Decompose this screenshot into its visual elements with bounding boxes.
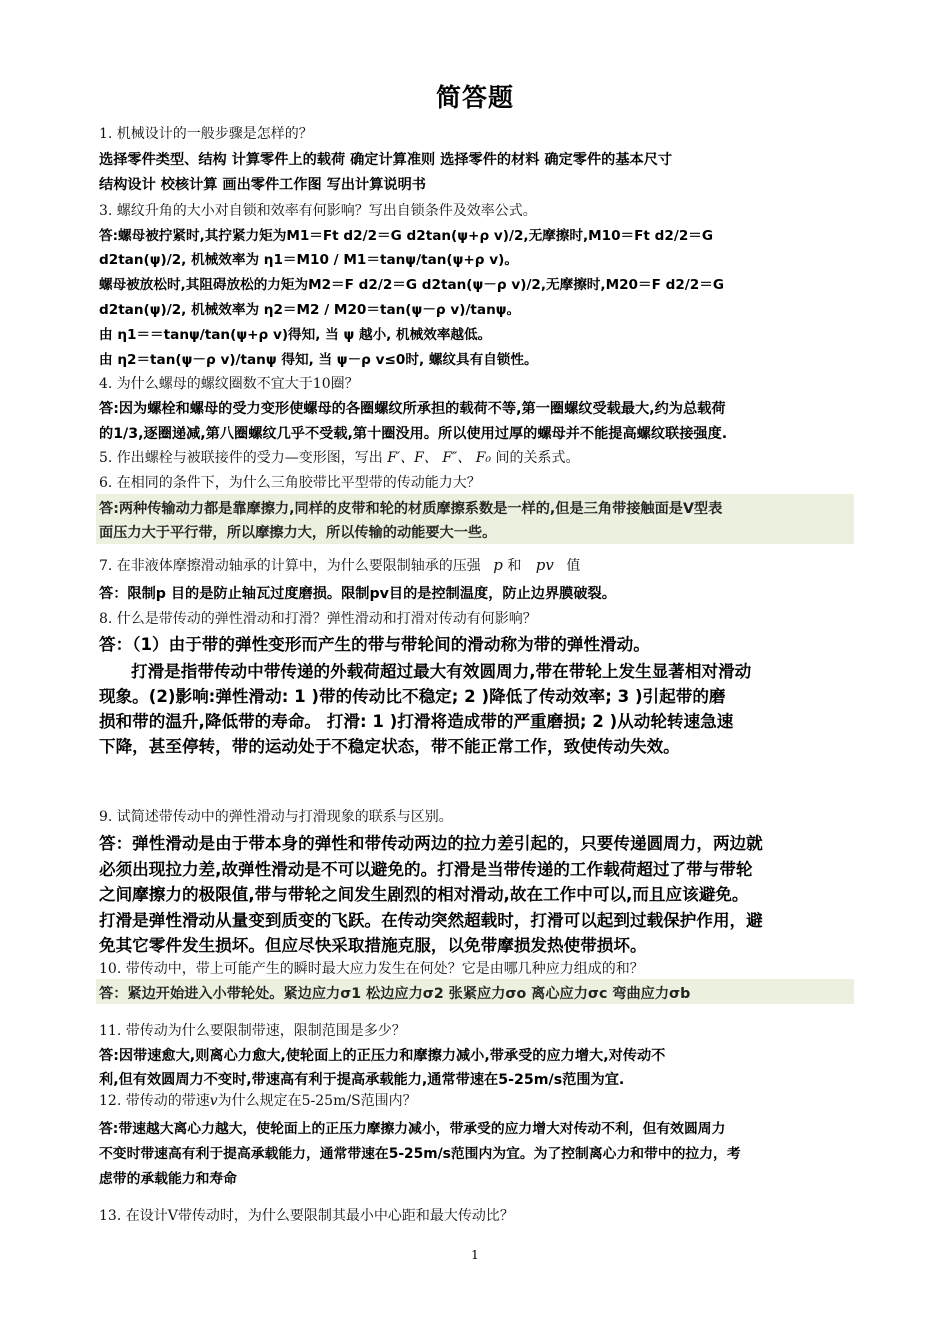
answer-3-line-5: 由 η1＝＝tanψ/tan(ψ+ρ v)得知, 当 ψ 越小, 机械效率越低。 (99, 327, 492, 343)
question-10: 10. 带传动中，带上可能产生的瞬时最大应力发生在何处？它是由哪几种应力组成的和？ (99, 961, 644, 977)
answer-8-line-5: 下降，甚至停转，带的运动处于不稳定状态，带不能正常工作，致使传动失效。 (99, 737, 680, 756)
answer-9-line-4: 打滑是弹性滑动从量变到质变的飞跃。在传动突然超载时，打滑可以起到过载保护作用，避 (99, 911, 763, 930)
force-symbols: F′、F、 F″、 F₀ (387, 450, 492, 466)
velocity-symbol: v (209, 1093, 218, 1109)
answer-3-line-1: 答:螺母被拧紧时,其拧紧力矩为M1＝Ft d2/2＝G d2tan(ψ+ρ v)/2,无摩擦时,M10＝Ft d2/2＝G (99, 228, 714, 244)
question-8: 8. 什么是带传动的弹性滑动和打滑？弹性滑动和打滑对传动有何影响？ (99, 611, 537, 627)
question-1: 1. 机械设计的一般步骤是怎样的？ (99, 126, 313, 142)
answer-9-line-3: 之间摩擦力的极限值,带与带轮之间发生剧烈的相对滑动,故在工作中可以,而且应该避免。 (99, 885, 749, 904)
answer-12-line-3: 虑带的承载能力和寿命 (99, 1171, 237, 1187)
question-7-tail: 值 (566, 558, 581, 574)
answer-8-line-1: 答：（1）由于带的弹性变形而产生的带与带轮间的滑动称为带的弹性滑动。 (99, 635, 650, 654)
answer-12-line-1: 答:带速越大离心力越大，使轮面上的正压力摩擦力减小，带承受的应力增大对传动不利，但有效圆周力 (99, 1121, 726, 1137)
answer-9-line-2: 必须出现拉力差,故弹性滑动是不可以避免的。打滑是当带传递的工作载荷超过了带与带轮 (99, 860, 753, 879)
question-13: 13. 在设计V带传动时，为什么要限制其最小中心距和最大传动比？ (99, 1208, 514, 1224)
question-4: 4. 为什么螺母的螺纹圈数不宜大于10圈？ (99, 376, 359, 392)
question-5-text: 5. 作出螺栓与被联接件的受力—变形图，写出 (99, 450, 383, 466)
answer-7: 答：限制p 目的是防止轴瓦过度磨损。限制pv目的是控制温度，防止边界膜破裂。 (99, 586, 616, 602)
question-12-tail: 为什么规定在5-25m/S范围内？ (217, 1093, 417, 1109)
question-12 (99, 1090, 417, 1110)
answer-8-line-3: 现象。(2)影响:弹性滑动: 1 )带的传动比不稳定; 2 )降低了传动效率; 3 )引起带的磨 (99, 687, 726, 706)
answer-9-line-5: 免其它零件发生损坏。但应尽快采取措施克服，以免带摩损发热使带损坏。 (99, 936, 647, 955)
pv-symbol: pv (535, 556, 554, 574)
question-5-tail: 间的关系式。 (495, 450, 580, 466)
answer-3-line-6: 由 η2＝tan(ψ－ρ v)/tanψ 得知, 当 ψ－ρ v≤0时, 螺纹具有自锁性。 (99, 352, 538, 368)
question-7 (99, 555, 580, 575)
answer-4-line-1: 答:因为螺栓和螺母的受力变形使螺母的各圈螺纹所承担的载荷不等,第一圈螺纹受载最大,约为总载荷 (99, 401, 726, 417)
question-12-text: 12. 带传动的带速 (99, 1093, 210, 1109)
answer-8-line-2: 打滑是指带传动中带传递的外载荷超过最大有效圆周力,带在带轮上发生显著相对滑动 (131, 662, 752, 681)
page-title: 简答题 (435, 83, 514, 112)
answer-3-line-2: d2tan(ψ)/2, 机械效率为 η1＝M10 / M1＝tanψ/tan(ψ+ρ v)。 (99, 252, 518, 268)
answer-10: 答：紧边开始进入小带轮处。紧边应力σ1 松边应力σ2 张紧应力σo 离心应力σc 弯曲应力σb (99, 986, 691, 1002)
question-5 (99, 447, 580, 467)
answer-3-line-3: 螺母被放松时,其阻碍放松的力矩为M2＝F d2/2＝G d2tan(ψ－ρ v)/2,无摩擦时,M20＝F d2/2＝G (99, 277, 724, 293)
pressure-symbol: p (493, 556, 503, 574)
question-7-and: 和 (507, 558, 522, 574)
question-6: 6. 在相同的条件下，为什么三角胶带比平型带的传动能力大？ (99, 475, 481, 491)
answer-1-line-1: 选择零件类型、结构 计算零件上的载荷 确定计算准则 选择零件的材料 确定零件的基本尺寸 (99, 152, 673, 168)
page-number: 1 (471, 1248, 479, 1262)
question-9: 9. 试简述带传动中的弹性滑动与打滑现象的联系与区别。 (99, 809, 453, 825)
question-3: 3. 螺纹升角的大小对自锁和效率有何影响？写出自锁条件及效率公式。 (99, 203, 537, 219)
answer-4-line-2: 的1/3,逐圈递减,第八圈螺纹几乎不受载,第十圈没用。所以使用过厚的螺母并不能提高螺纹联接强度. (99, 426, 728, 442)
answer-9-line-1: 答：弹性滑动是由于带本身的弹性和带传动两边的拉力差引起的，只要传递圆周力，两边就 (99, 834, 763, 853)
answer-8-line-4: 损和带的温升,降低带的寿命。 打滑: 1 )打滑将造成带的严重磨损; 2 )从动轮转速急速 (99, 712, 734, 731)
question-7-text: 7. 在非液体摩擦滑动轴承的计算中，为什么要限制轴承的压强 (99, 558, 481, 574)
answer-12-line-2: 不变时带速高有利于提高承载能力，通常带速在5-25m/s范围内为宜。为了控制离心力和带中的拉力，考 (99, 1146, 741, 1162)
answer-1-line-2: 结构设计 校核计算 画出零件工作图 写出计算说明书 (99, 177, 426, 193)
question-11: 11. 带传动为什么要限制带速，限制范围是多少？ (99, 1023, 406, 1039)
answer-11-line-1: 答:因带速愈大,则离心力愈大,使轮面上的正压力和摩擦力减小,带承受的应力增大,对传动不 (99, 1048, 666, 1064)
answer-6-line-1: 答:两种传输动力都是靠摩擦力,同样的皮带和轮的材质摩擦系数是一样的,但是三角带接触面是V型表 (99, 501, 723, 517)
answer-11-line-2: 利,但有效圆周力不变时,带速高有利于提高承载能力,通常带速在5-25m/s范围为宜. (99, 1072, 625, 1088)
answer-3-line-4: d2tan(ψ)/2, 机械效率为 η2＝M2 / M20＝tan(ψ－ρ v)/tanψ。 (99, 302, 521, 318)
answer-6-line-2: 面压力大于平行带，所以摩擦力大，所以传输的动能要大一些。 (99, 525, 497, 541)
